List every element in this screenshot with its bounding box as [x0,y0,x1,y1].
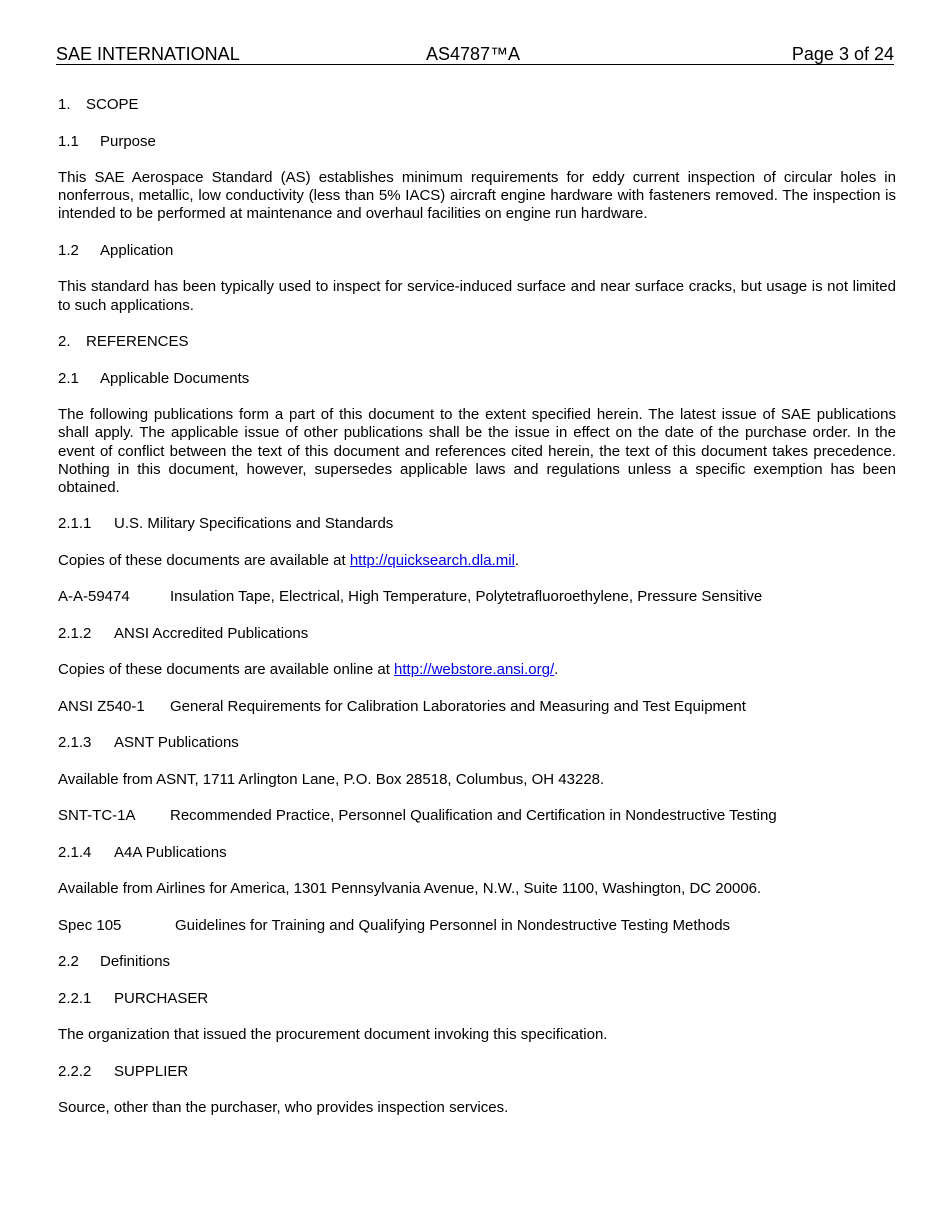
section-title: U.S. Military Specifications and Standards [114,515,394,533]
section-heading-asnt [58,734,896,752]
copies-suffix: . [554,661,559,679]
section-heading-purchaser [58,990,896,1008]
copies-text: Copies of these documents are available at [58,551,350,569]
reference-code: SNT-TC-1A [58,807,136,825]
section-title: SCOPE [86,96,139,113]
copies-text: Copies of these documents are available online at [58,661,395,679]
section-heading-application [58,242,896,260]
reference-code: A-A-59474 [58,588,130,606]
section-title: Purpose [100,132,156,150]
dla-quicksearch-link[interactable]: http://quicksearch.dla.mil [349,551,515,569]
reference-entry-snt-tc-1a [58,807,896,825]
reference-title: Guidelines for Training and Qualifying Personnel in Nondestructive Testing Methods [175,916,731,934]
section-title: Applicable Documents [100,369,250,387]
section-number: 1.2 [58,241,79,259]
supplier-definition: Source, other than the purchaser, who provides inspection services. [58,1099,509,1117]
section-title: SUPPLIER [114,1062,189,1080]
copies-suffix: . [514,551,520,569]
reference-title: General Requirements for Calibration Laboratories and Measuring and Test Equipment [170,697,746,715]
section-number: 1. [58,96,71,113]
section-number: 2. [58,333,71,351]
purchaser-definition: The organization that issued the procurement document invoking this specification. [58,1026,608,1044]
a4a-availability: Available from Airlines for America, 1301 Pennsylvania Avenue, N.W., Suite 1100, Washington, DC 20006. [58,880,762,898]
section-number: 1.1 [58,132,79,150]
page-header [56,44,894,65]
reference-title: Insulation Tape, Electrical, High Temperature, Polytetrafluoroethylene, Pressure Sensitive [170,588,763,606]
section-heading-military-specs [58,515,896,533]
reference-code: ANSI Z540-1 [58,697,145,715]
application-paragraph: This standard has been typically used to inspect for service-induced surface and near surface cracks, but usage is not limited to such applications. [58,278,896,314]
section-title: Definitions [100,953,171,971]
military-copies-line [58,552,896,570]
section-heading-scope [58,96,896,114]
section-heading-purpose [58,133,896,151]
reference-entry-spec-105 [58,917,896,935]
ansi-webstore-link[interactable]: http://webstore.ansi.org/ [394,661,555,679]
section-heading-definitions [58,953,896,971]
header-document-number: AS4787™A [426,44,521,64]
reference-entry-ansi-z540 [58,698,896,716]
header-organization: SAE INTERNATIONAL [56,44,240,64]
section-number: 2.2.2 [58,1062,92,1080]
purpose-paragraph: This SAE Aerospace Standard (AS) establishes minimum requirements for eddy current inspection of circular holes in nonferrous, metallic, low conductivity (less than 5% IACS) aircraft engine hardware with fasteners removed. The inspection is intended to be performed at maintenance and overhaul facilities on engine run hardware. [58,169,896,223]
reference-code: Spec 105 [58,916,122,934]
applicable-documents-paragraph: The following publications form a part of this document to the extent specified herein. The latest issue of SAE publications shall apply. The applicable issue of other publications shall be the issue in effect on the date of the purchase order. In the event of conflict between the text of this document and references cited herein, the text of this document takes precedence. Nothing in this document, however, supersedes applicable laws and regulations unless a specific exemption has been obtained. [58,406,896,496]
reference-title: Recommended Practice, Personnel Qualification and Certification in Nondestructive Testing [170,807,777,825]
section-number: 2.2.1 [58,989,92,1007]
section-number: 2.1 [58,369,79,387]
section-number: 2.1.1 [58,515,92,533]
section-heading-applicable-documents [58,370,896,388]
section-number: 2.1.2 [58,624,92,642]
section-number: 2.1.4 [58,843,92,861]
header-page-number: Page 3 of 24 [791,44,894,64]
section-title: REFERENCES [86,333,189,351]
asnt-availability: Available from ASNT, 1711 Arlington Lane, P.O. Box 28518, Columbus, OH 43228. [58,770,605,788]
document-body [58,96,896,1136]
section-title: ANSI Accredited Publications [114,624,309,642]
ansi-copies-line [58,661,896,679]
section-number: 2.1.3 [58,734,92,752]
section-heading-references [58,333,896,351]
section-title: ASNT Publications [114,734,239,752]
section-heading-a4a [58,844,896,862]
reference-entry-a-a-59474 [58,588,896,606]
section-heading-ansi [58,625,896,643]
section-title: Application [100,241,174,259]
section-title: A4A Publications [114,843,227,861]
section-heading-supplier [58,1063,896,1081]
section-number: 2.2 [58,953,79,971]
section-title: PURCHASER [114,989,209,1007]
